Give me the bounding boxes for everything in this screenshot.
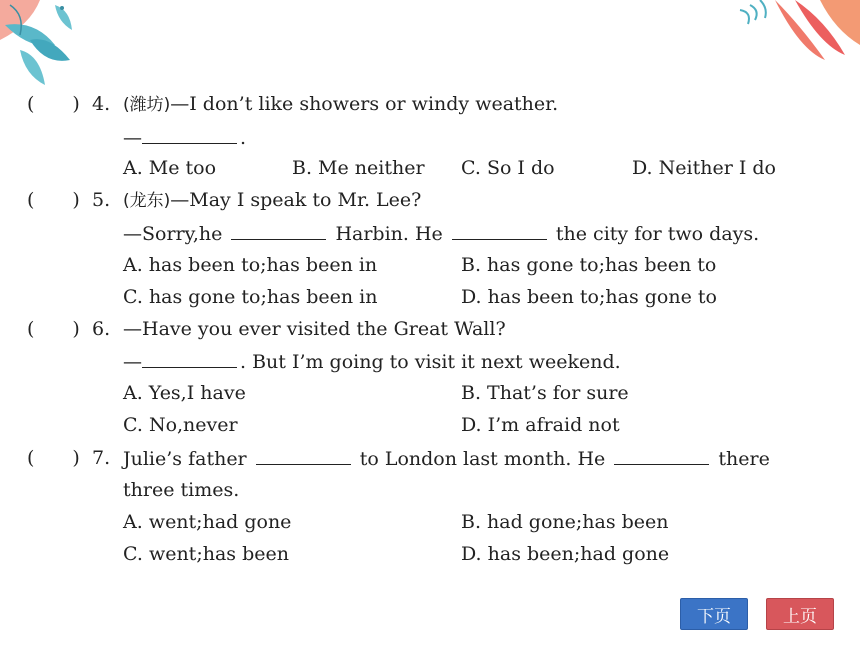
- question-text: —Have you ever visited the Great Wall?: [123, 318, 506, 340]
- question-number: 5.: [92, 189, 111, 211]
- option-a[interactable]: A. Me too: [123, 157, 217, 179]
- option-a[interactable]: A. has been to;has been in: [123, 254, 378, 276]
- question-text: —May I speak to Mr. Lee?: [170, 189, 422, 211]
- answer-blank: [142, 125, 237, 144]
- option-a[interactable]: A. went;had gone: [123, 511, 292, 533]
- question-source: (潍坊): [123, 95, 171, 115]
- floral-decoration-top-left-icon: [0, 0, 110, 90]
- option-b[interactable]: B. has gone to;has been to: [461, 254, 717, 276]
- option-d[interactable]: D. I’m afraid not: [461, 414, 620, 436]
- question-number: 4.: [92, 93, 111, 115]
- question-source: (龙东): [123, 191, 171, 211]
- option-b[interactable]: B. Me neither: [292, 157, 425, 179]
- option-d[interactable]: D. has been to;has gone to: [461, 286, 717, 308]
- option-c[interactable]: C. has gone to;has been in: [123, 286, 378, 308]
- option-d[interactable]: D. has been;had gone: [461, 543, 670, 565]
- question-text: —I don’t like showers or windy weather.: [170, 93, 559, 115]
- answer-paren: ( ): [27, 93, 80, 115]
- option-c[interactable]: C. went;has been: [123, 543, 289, 565]
- answer-blank: [142, 349, 237, 368]
- option-c[interactable]: C. So I do: [461, 157, 555, 179]
- answer-paren: ( ): [27, 318, 80, 340]
- answer-blank: [614, 446, 709, 465]
- floral-decoration-top-right-icon: [730, 0, 860, 70]
- answer-blank: [452, 221, 547, 240]
- answer-blank: [231, 221, 326, 240]
- answer-paren: ( ): [27, 189, 80, 211]
- answer-paren: ( ): [27, 447, 80, 469]
- option-d[interactable]: D. Neither I do: [632, 157, 776, 179]
- option-b[interactable]: B. That’s for sure: [461, 382, 629, 404]
- option-c[interactable]: C. No,never: [123, 414, 238, 436]
- option-a[interactable]: A. Yes,I have: [123, 382, 246, 404]
- answer-blank: [256, 446, 351, 465]
- question-number: 7.: [92, 447, 111, 469]
- previous-page-button[interactable]: 上页: [766, 598, 834, 630]
- question-number: 6.: [92, 318, 111, 340]
- option-b[interactable]: B. had gone;has been: [461, 511, 669, 533]
- next-page-button[interactable]: 下页: [680, 598, 748, 630]
